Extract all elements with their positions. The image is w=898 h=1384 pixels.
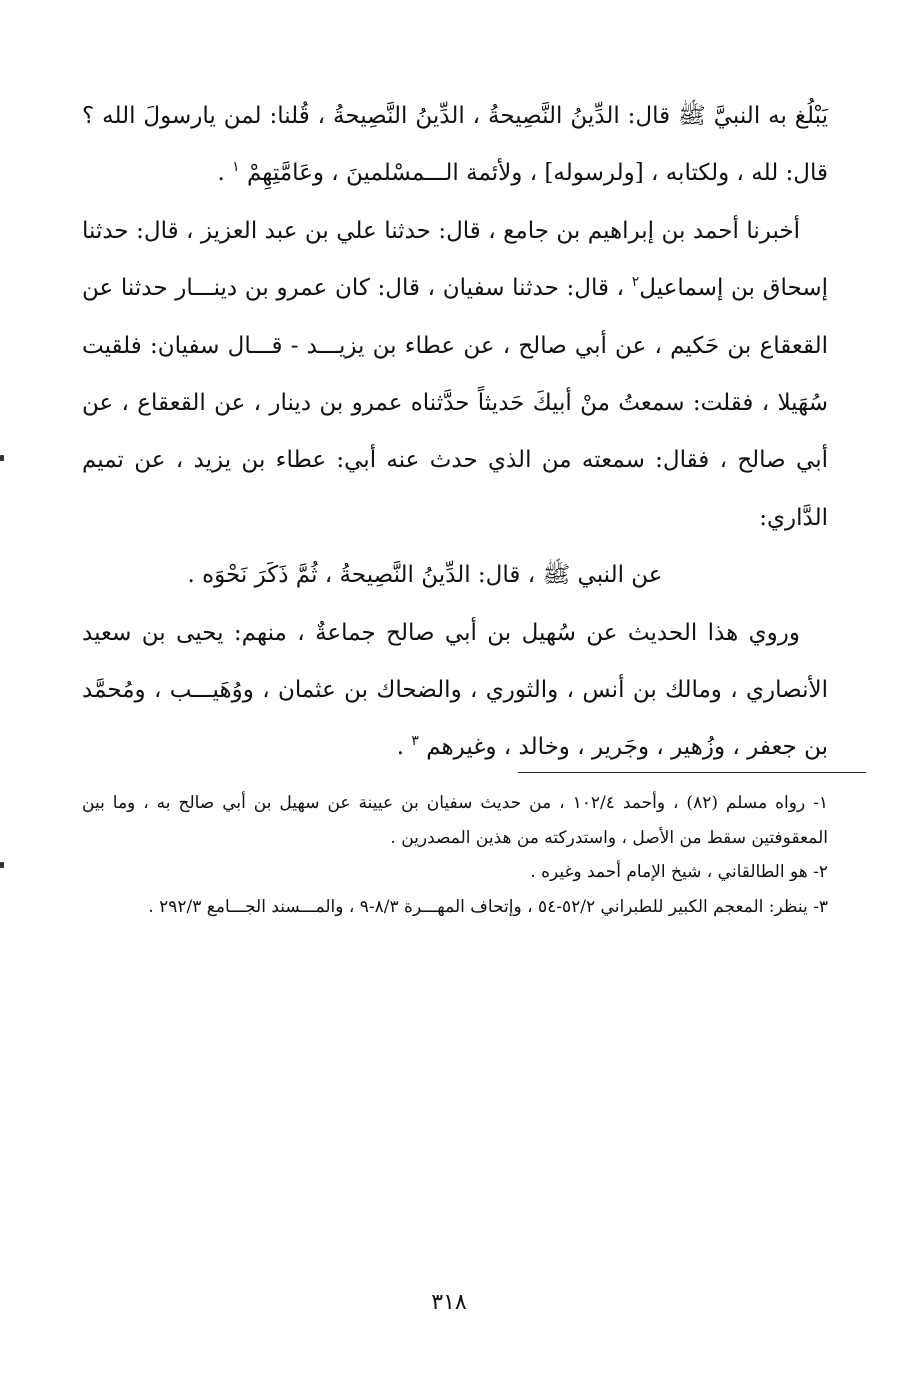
footnote-ref-1[interactable]: ١ — [232, 159, 240, 176]
page-number: ٣١٨ — [431, 1290, 467, 1315]
footnote-3: ٣- ينظر: المعجم الكبير للطبراني ٥٢/٢-٥٤ ، وإتحاف المهـــرة ٨/٣-٩ ، والمـــسند الجـــامع ٢٩٢/٣ . — [148, 896, 828, 917]
scan-edge-mark — [0, 455, 4, 461]
main-text — [82, 88, 828, 777]
paragraph-2-text-b: ، قال: حدثنا سفيان ، قال: كان عمرو بن دينـــار حدثنا عن القعقاع بن حَكيم ، عن أبي صالح ، عن عطاء بن يزيـــد - قـــال سفيان: فلقيت سُهَيلا ، فقلت: سمعتُ منْ أبيكَ حَديثاً حدَّثناه عمرو بن دينار ، عن القعقاع ، عن أبي صالح ، فقال: سمعته من الذي حدث عنه أبي: عطاء بن يزيد ، عن تميم الدَّاري: — [82, 275, 828, 531]
footnote-ref-2[interactable]: ٢ — [631, 274, 640, 291]
footnote-ref-3[interactable]: ٣ — [411, 733, 419, 750]
paragraph-3: عن النبي ﷺ ، قال: الدِّينُ النَّصِيحةُ ، ثُمَّ ذَكَرَ نَحْوَه . — [187, 562, 663, 589]
paragraph-2 — [82, 203, 828, 547]
paragraph-1-text: يَبْلُغ به النبيَّ ﷺ قال: الدِّينُ النَّصِيحةُ ، الدِّينُ النَّصِيحةُ ، قُلنا: لمن يارسولَ الله ؟ قال: لله ، ولكتابه ، [ولرسوله] ، ولأئمة الـــمسْلمينَ ، وعَامَّتِهِمْ — [82, 103, 828, 187]
footnote-divider — [518, 772, 866, 773]
paragraph-4 — [82, 605, 828, 777]
paragraph-4-end: . — [396, 734, 405, 761]
paragraph-1 — [82, 88, 828, 203]
footnote-1: ١- رواه مسلم (٨٢) ، وأحمد ١٠٢/٤ ، من حديث سفيان بن عيينة عن سهيل بن أبي صالح به ، وما بين المعقوفتين سقط من الأصل ، واستدركته من هذين المصدرين . — [82, 793, 828, 848]
paragraph-2-text-a: أخبرنا أحمد بن إبراهيم بن جامع ، قال: حدثنا علي بن عبد العزيز ، قال: حدثنا إسحاق بن إسماعيل — [82, 217, 828, 302]
paragraph-1-end: . — [217, 160, 225, 187]
scan-edge-mark — [0, 862, 4, 868]
footnote-2: ٢- هو الطالقاني ، شيخ الإمام أحمد وغيره . — [530, 862, 828, 883]
footnotes — [82, 786, 828, 924]
paragraph-4-text: وروي هذا الحديث عن سُهيل بن أبي صالح جماعةٌ ، منهم: يحيى بن سعيد الأنصاري ، ومالك بن أنس ، والثوري ، والضحاك بن عثمان ، ووُهَيـــب ، ومُحمَّد بن جعفر ، وزُهير ، وجَرير ، وخالد ، وغيرهم — [82, 619, 828, 761]
